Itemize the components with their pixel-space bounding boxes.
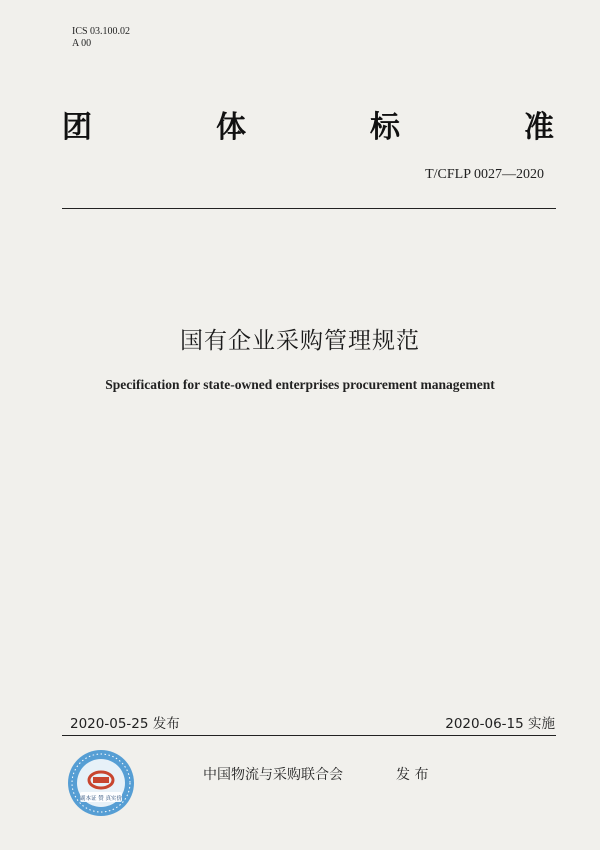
seal-center-bar	[93, 777, 109, 783]
top-divider	[62, 208, 556, 209]
publish-date: 2020-05-25 发布	[70, 716, 180, 732]
header-char: 准	[524, 110, 554, 145]
ccs-code: A 00	[72, 38, 92, 49]
document-type-header	[62, 102, 554, 146]
publisher-action: 发 布	[396, 767, 429, 783]
publisher-name: 中国物流与采购联合会	[203, 767, 343, 783]
standard-code: T/CFLP 0027—2020	[425, 167, 544, 182]
bottom-divider	[62, 735, 556, 736]
header-char: 体	[216, 110, 246, 145]
implementation-date: 2020-06-15 实施	[445, 716, 555, 732]
seal-label-text: 副本证 赞 真实价	[80, 796, 122, 802]
association-seal-icon	[66, 748, 136, 818]
header-char: 团	[62, 110, 92, 145]
ics-code: ICS 03.100.02	[72, 26, 131, 37]
title-english: Specification for state-owned enterprises procurement management	[105, 377, 495, 392]
title-chinese: 国有企业采购管理规范	[180, 328, 420, 354]
classification-codes	[72, 26, 130, 50]
header-char: 标	[370, 110, 400, 145]
